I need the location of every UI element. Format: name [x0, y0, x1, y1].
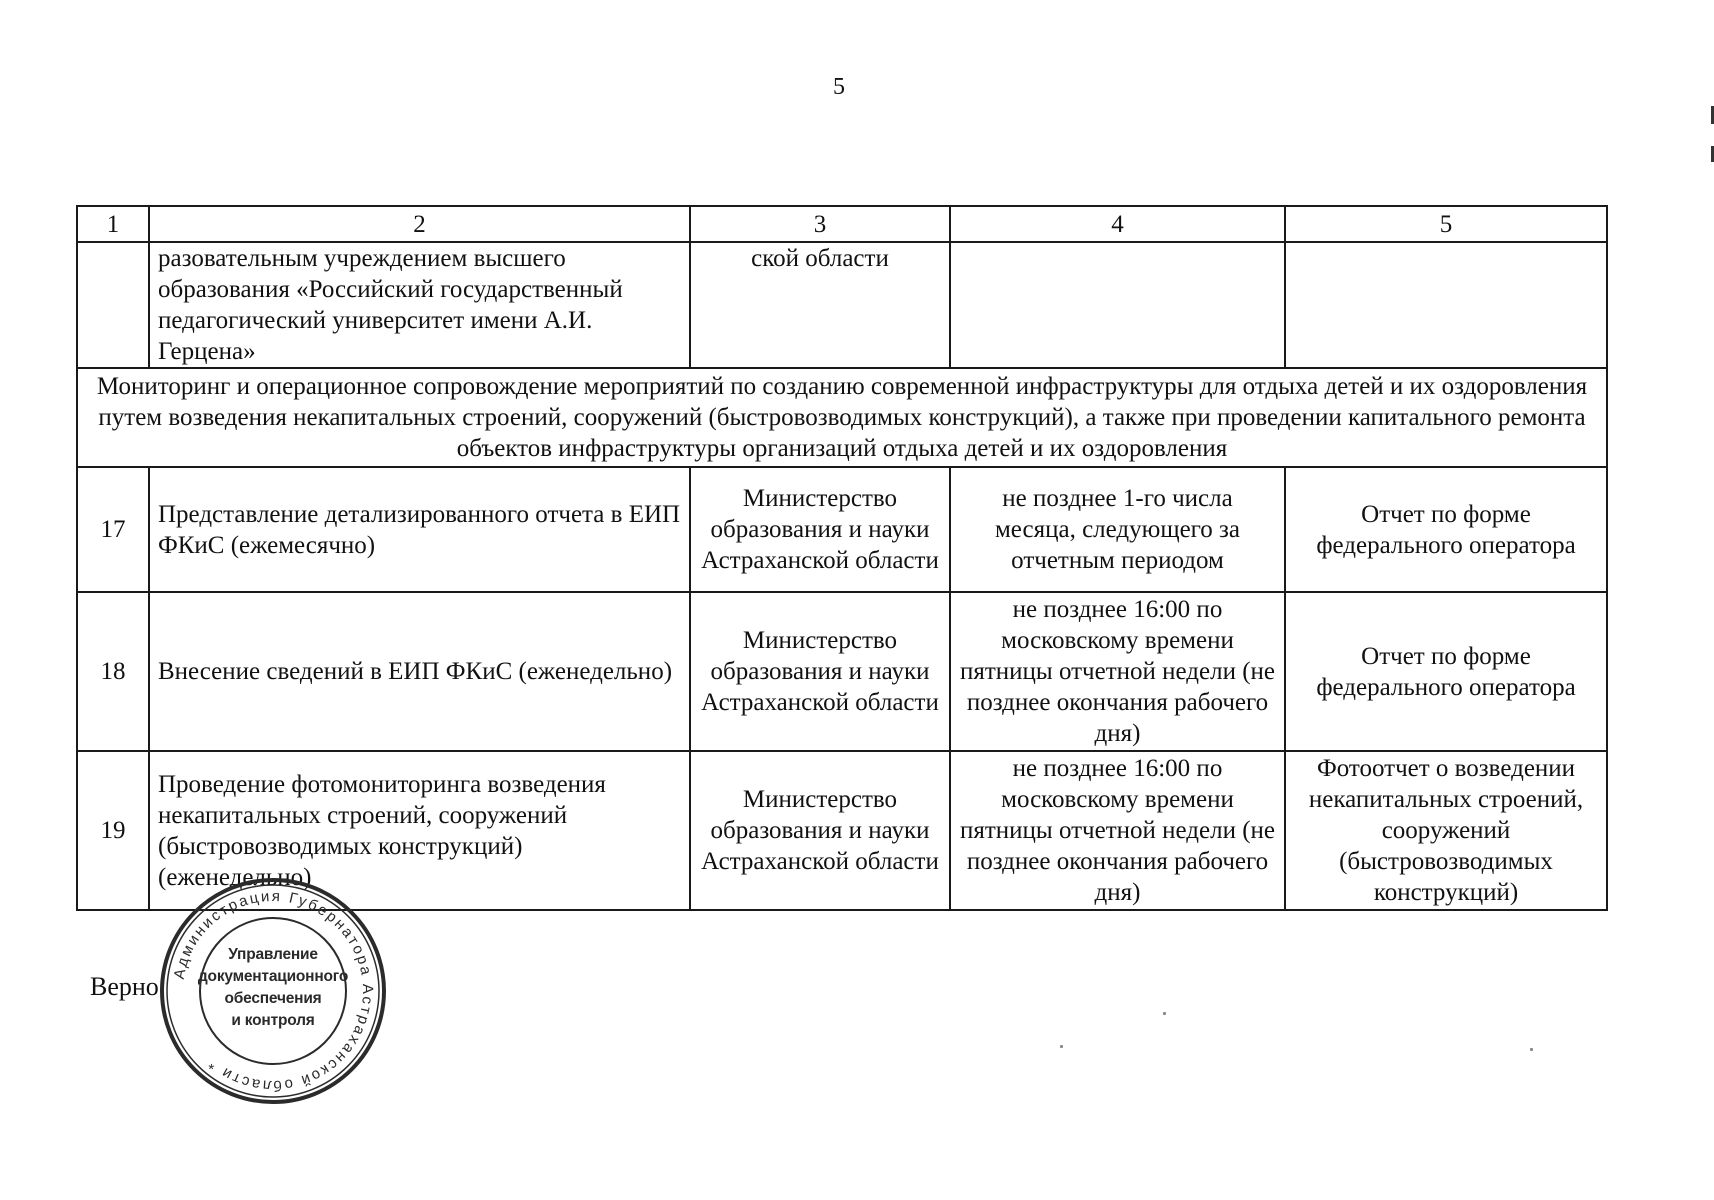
action-cell: Внесение сведений в ЕИП ФКиС (еженедельно) — [149, 592, 690, 751]
plan-table — [76, 205, 1608, 911]
deadline-cell: не позднее 16:00 по московскому времени пятницы отчетной недели (не позднее окончания рабочего дня) — [950, 592, 1285, 751]
action-cell: разовательным учреждением высшего образования «Российский государственный педагогический университет имени А.И. Герцена» — [149, 242, 690, 368]
seal-ring-text: Администрация Губернатора Астраханской области * — [170, 887, 377, 1095]
seal-line: обеспечения — [224, 990, 322, 1007]
result-cell: Отчет по форме федерального оператора — [1285, 592, 1607, 751]
seal-line: и контроля — [231, 1012, 315, 1029]
page-number: 5 — [833, 74, 845, 100]
section-title: Мониторинг и операционное сопровождение мероприятий по созданию современной инфраструктуры для отдыха детей и их оздоровления путем возведения некапитальных строений, сооружений (быстровозводимых конструкций), а также при проведении капитального ремонта объектов инфраструктуры организаций отдыха детей и их оздоровления — [77, 368, 1607, 467]
deadline-cell: не позднее 1-го числа месяца, следующего за отчетным периодом — [950, 467, 1285, 592]
header-cell: 5 — [1285, 206, 1607, 242]
row-number: 17 — [77, 467, 149, 592]
header-cell: 1 — [77, 206, 149, 242]
result-cell: Отчет по форме федерального оператора — [1285, 467, 1607, 592]
certification-label: Верно: — [90, 972, 167, 1001]
table-row — [77, 592, 1607, 751]
deadline-cell: не позднее 16:00 по московскому времени пятницы отчетной недели (не позднее окончания рабочего дня) — [950, 751, 1285, 910]
table-row — [77, 467, 1607, 592]
action-cell: Представление детализированного отчета в ЕИП ФКиС (ежемесячно) — [149, 467, 690, 592]
seal-line: документационного — [197, 968, 349, 985]
header-cell: 3 — [690, 206, 950, 242]
header-cell: 4 — [950, 206, 1285, 242]
deadline-cell — [950, 242, 1285, 368]
header-cell: 2 — [149, 206, 690, 242]
table-row-continuation — [77, 242, 1607, 368]
row-number: 19 — [77, 751, 149, 910]
table-header-row — [77, 206, 1607, 242]
row-number: 18 — [77, 592, 149, 751]
responsible-cell: Министерство образования и науки Астраханской области — [690, 592, 950, 751]
scan-artifact — [1163, 1012, 1166, 1015]
seal-line: Управление — [228, 946, 318, 963]
scan-artifact — [1530, 1048, 1533, 1051]
scan-artifact — [1060, 1045, 1063, 1048]
row-number — [77, 242, 149, 368]
seal-center-text — [190, 944, 356, 1032]
action-cell: Проведение фотомониторинга возведения некапитальных строений, сооружений (быстровозводимых конструкций) (еженедельно) — [149, 751, 690, 910]
responsible-cell: Министерство образования и науки Астраханской области — [690, 751, 950, 910]
section-row — [77, 368, 1607, 467]
responsible-cell: Министерство образования и науки Астраханской области — [690, 467, 950, 592]
result-cell: Фотоотчет о возведении некапитальных строений, сооружений (быстровозводимых конструкций) — [1285, 751, 1607, 910]
result-cell — [1285, 242, 1607, 368]
responsible-cell: ской области — [690, 242, 950, 368]
